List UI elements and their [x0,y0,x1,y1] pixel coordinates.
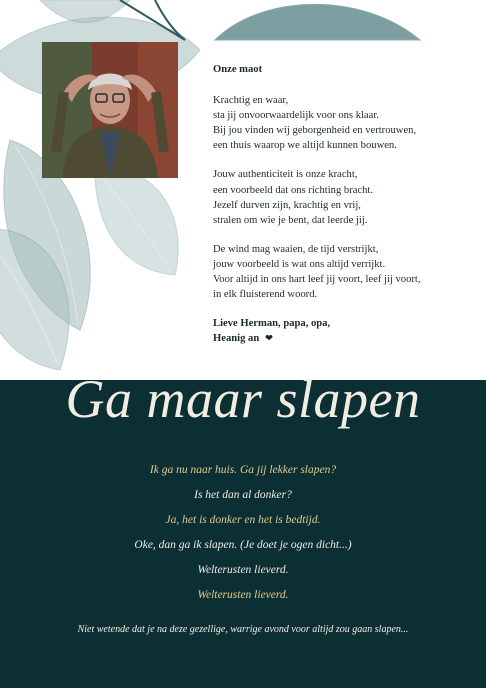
dialogue [0,458,486,608]
bedtime-section [0,369,486,688]
closing-signature: Heanig an [213,333,260,345]
portrait-photo [42,42,178,178]
section-heading: Ga maar slapen [65,369,421,429]
poem-line: Bij jou vinden wij geborgenheid en vertrouwen, [213,125,417,137]
closing-line: Lieve Herman, papa, opa, [213,318,331,330]
poem [213,62,475,346]
dialogue-line: Oke, dan ga ik slapen. (Je doet je ogen dicht...) [134,539,352,551]
poem-stanza [213,93,475,153]
poem-line: een thuis waarop we altijd kunnen bouwen. [213,140,397,152]
poem-line: Krachtig en waar, [213,95,289,107]
poem-line: Jezelf durven zijn, krachtig en vrij, [213,199,361,211]
dialogue-line: Welterusten lieverd. [197,564,289,576]
closing-line [213,331,475,346]
poem-stanza [213,167,475,227]
poem-line: een voorbeeld dat ons richting bracht. [213,184,374,196]
dialogue-line: Is het dan al donker? [194,489,292,501]
dialogue-line: Ja, het is donker en het is bedtijd. [165,514,321,526]
poem-closing [213,316,475,346]
poem-line: Voor altijd in ons hart leef jij voort, leef jij voort, [213,274,421,286]
poem-line: De wind mag waaien, de tijd verstrijkt, [213,243,379,255]
poem-line: Jouw authenticiteit is onze kracht, [213,169,358,181]
dialogue-line: Welterusten lieverd. [197,589,289,601]
dialogue-line: Ik ga nu naar huis. Ga jij lekker slapen? [149,464,337,476]
poem-line: in elk fluisterend woord. [213,289,318,301]
poem-line: stralen om wie je bent, dat leerde jij. [213,214,368,226]
poem-line: jouw voorbeeld is wat ons altijd verrijkt. [213,258,386,270]
footer-note: Niet wetende dat je na deze gezellige, warrige avond voor altijd zou gaan slapen... [77,624,409,635]
poem-title: Onze maot [213,64,263,75]
poem-line: sta jij onvoorwaardelijk voor ons klaar. [213,110,379,122]
heart-icon: ❤ [265,333,273,344]
poem-stanza [213,242,475,302]
